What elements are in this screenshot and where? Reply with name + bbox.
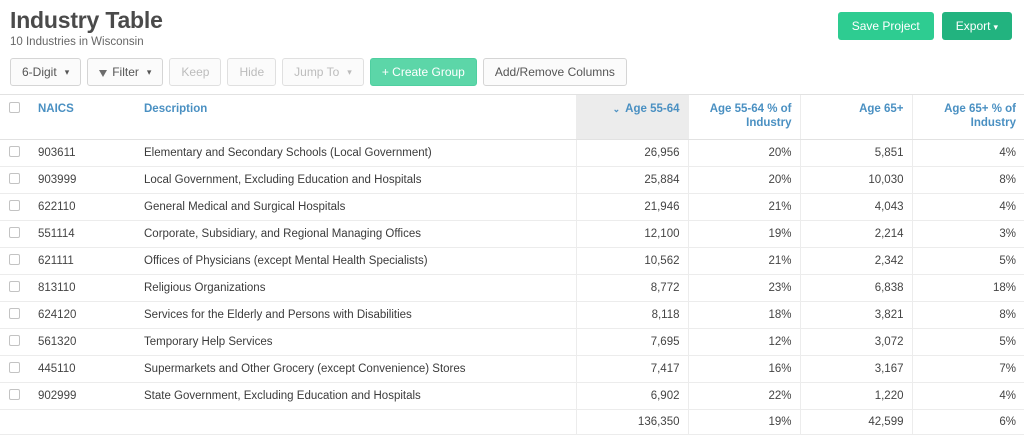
cell-age-55-64-pct: 23%: [688, 274, 800, 301]
cell-naics: 621111: [28, 247, 136, 274]
export-label: Export: [955, 19, 991, 33]
cell-age-55-64: 7,417: [576, 355, 688, 382]
table-header: [0, 95, 1024, 140]
cell-description: Temporary Help Services: [136, 328, 576, 355]
row-select-cell: [0, 220, 28, 247]
row-select-checkbox[interactable]: [9, 362, 20, 373]
save-project-button[interactable]: [838, 12, 934, 40]
cell-age-65-plus-pct: 7%: [912, 355, 1024, 382]
header-actions: [838, 8, 1012, 40]
cell-age-55-64: 25,884: [576, 166, 688, 193]
row-select-checkbox[interactable]: [9, 335, 20, 346]
table-row[interactable]: [0, 193, 1024, 220]
table-row[interactable]: [0, 301, 1024, 328]
row-select-checkbox[interactable]: [9, 281, 20, 292]
table-row[interactable]: [0, 382, 1024, 409]
chevron-down-icon: ▾: [146, 66, 152, 77]
cell-age-65-plus-pct: 5%: [912, 328, 1024, 355]
column-header-age-65-plus-pct[interactable]: Age 65+ % of Industry: [912, 95, 1024, 140]
cell-age-55-64-pct: 20%: [688, 139, 800, 166]
cell-age-65-plus-pct: 4%: [912, 382, 1024, 409]
create-group-button[interactable]: [370, 58, 477, 86]
cell-age-55-64-pct: 16%: [688, 355, 800, 382]
cell-age-55-64: 8,118: [576, 301, 688, 328]
title-block: [10, 8, 163, 49]
chevron-down-icon: ▾: [64, 66, 70, 77]
totals-naics-cell: [28, 409, 136, 434]
cell-age-65-plus: 4,043: [800, 193, 912, 220]
cell-naics: 903999: [28, 166, 136, 193]
cell-age-65-plus-pct: 4%: [912, 139, 1024, 166]
table-row[interactable]: [0, 247, 1024, 274]
digit-level-dropdown[interactable]: [10, 58, 81, 86]
cell-naics: 622110: [28, 193, 136, 220]
row-select-cell: [0, 355, 28, 382]
row-select-cell: [0, 274, 28, 301]
cell-age-55-64: 6,902: [576, 382, 688, 409]
cell-age-65-plus: 3,072: [800, 328, 912, 355]
cell-age-55-64: 12,100: [576, 220, 688, 247]
toolbar: [0, 52, 1024, 94]
cell-description: State Government, Excluding Education and Hospitals: [136, 382, 576, 409]
data-table: [0, 94, 1024, 435]
filter-button[interactable]: [87, 58, 163, 86]
cell-age-65-plus: 3,821: [800, 301, 912, 328]
keep-label: Keep: [181, 65, 210, 79]
cell-age-65-plus-pct: 3%: [912, 220, 1024, 247]
totals-description-cell: [136, 409, 576, 434]
chevron-down-icon: ▾: [347, 66, 352, 77]
cell-description: Corporate, Subsidiary, and Regional Managing Offices: [136, 220, 576, 247]
row-select-checkbox[interactable]: [9, 200, 20, 211]
add-remove-columns-label: Add/Remove Columns: [494, 65, 615, 79]
table-footer: [0, 409, 1024, 434]
table-row[interactable]: [0, 220, 1024, 247]
jump-to-label: Jump To: [294, 65, 340, 79]
row-select-checkbox[interactable]: [9, 146, 20, 157]
cell-age-55-64-pct: 21%: [688, 247, 800, 274]
create-group-label: + Create Group: [381, 65, 465, 79]
cell-age-65-plus-pct: 4%: [912, 193, 1024, 220]
cell-age-65-plus-pct: 8%: [912, 166, 1024, 193]
totals-age-55-64: 136,350: [576, 409, 688, 434]
table-body: [0, 139, 1024, 409]
table-row[interactable]: [0, 139, 1024, 166]
cell-age-55-64-pct: 22%: [688, 382, 800, 409]
totals-age-55-64-pct: 19%: [688, 409, 800, 434]
column-header-naics[interactable]: NAICS: [28, 95, 136, 140]
hide-label: Hide: [239, 65, 265, 79]
row-select-checkbox[interactable]: [9, 389, 20, 400]
cell-description: Offices of Physicians (except Mental Health Specialists): [136, 247, 576, 274]
row-select-cell: [0, 247, 28, 274]
cell-naics: 445110: [28, 355, 136, 382]
column-header-age-65-plus[interactable]: Age 65+: [800, 95, 912, 140]
table-row[interactable]: [0, 355, 1024, 382]
totals-age-65-plus-pct: 6%: [912, 409, 1024, 434]
filter-icon: [99, 70, 107, 77]
cell-age-65-plus: 2,342: [800, 247, 912, 274]
column-header-age-55-64-pct[interactable]: Age 55-64 % of Industry: [688, 95, 800, 140]
hide-button[interactable]: [227, 58, 276, 86]
cell-age-55-64: 8,772: [576, 274, 688, 301]
row-select-checkbox[interactable]: [9, 227, 20, 238]
cell-age-65-plus: 6,838: [800, 274, 912, 301]
header-row: [0, 95, 1024, 140]
cell-naics: 561320: [28, 328, 136, 355]
jump-to-dropdown[interactable]: [282, 58, 364, 86]
row-select-cell: [0, 193, 28, 220]
table-row[interactable]: [0, 166, 1024, 193]
cell-naics: 903611: [28, 139, 136, 166]
cell-age-65-plus: 10,030: [800, 166, 912, 193]
cell-age-55-64: 26,956: [576, 139, 688, 166]
totals-checkbox-cell: [0, 409, 28, 434]
industry-table: [0, 94, 1024, 435]
row-select-checkbox[interactable]: [9, 308, 20, 319]
cell-age-55-64: 7,695: [576, 328, 688, 355]
column-header-age-55-64[interactable]: [576, 95, 688, 140]
column-header-age-55-64-label: Age 55-64: [625, 103, 680, 115]
filter-label: Filter: [112, 65, 139, 79]
table-row[interactable]: [0, 328, 1024, 355]
keep-button[interactable]: [169, 58, 221, 86]
cell-age-65-plus: 3,167: [800, 355, 912, 382]
column-header-description[interactable]: Description: [136, 95, 576, 140]
cell-description: Supermarkets and Other Grocery (except Convenience) Stores: [136, 355, 576, 382]
cell-description: Religious Organizations: [136, 274, 576, 301]
export-button[interactable]: [942, 12, 1012, 40]
row-select-cell: [0, 139, 28, 166]
select-all-checkbox[interactable]: [9, 102, 20, 113]
row-select-cell: [0, 301, 28, 328]
table-row[interactable]: [0, 274, 1024, 301]
cell-age-55-64-pct: 19%: [688, 220, 800, 247]
cell-age-55-64-pct: 20%: [688, 166, 800, 193]
chevron-down-icon: ▾: [993, 22, 998, 32]
cell-description: General Medical and Surgical Hospitals: [136, 193, 576, 220]
cell-age-55-64: 21,946: [576, 193, 688, 220]
save-project-label: Save Project: [851, 19, 920, 33]
page-subtitle: 10 Industries in Wisconsin: [10, 36, 144, 49]
cell-age-65-plus: 5,851: [800, 139, 912, 166]
digit-level-label: 6-Digit: [22, 65, 57, 79]
cell-naics: 624120: [28, 301, 136, 328]
cell-naics: 902999: [28, 382, 136, 409]
cell-age-65-plus-pct: 5%: [912, 247, 1024, 274]
cell-age-55-64-pct: 18%: [688, 301, 800, 328]
cell-description: Local Government, Excluding Education and Hospitals: [136, 166, 576, 193]
sort-descending-icon: ⌄: [612, 104, 621, 114]
cell-age-65-plus-pct: 18%: [912, 274, 1024, 301]
cell-description: Services for the Elderly and Persons with Disabilities: [136, 301, 576, 328]
row-select-cell: [0, 166, 28, 193]
cell-age-65-plus: 2,214: [800, 220, 912, 247]
page-title: Industry Table: [10, 7, 163, 33]
totals-age-65-plus: 42,599: [800, 409, 912, 434]
add-remove-columns-button[interactable]: [483, 58, 627, 86]
totals-row: [0, 409, 1024, 434]
page-header: [0, 0, 1024, 52]
cell-age-55-64-pct: 21%: [688, 193, 800, 220]
row-select-cell: [0, 382, 28, 409]
row-select-cell: [0, 328, 28, 355]
row-select-checkbox[interactable]: [9, 173, 20, 184]
select-all-header: [0, 95, 28, 140]
cell-age-65-plus: 1,220: [800, 382, 912, 409]
cell-description: Elementary and Secondary Schools (Local Government): [136, 139, 576, 166]
cell-age-55-64-pct: 12%: [688, 328, 800, 355]
cell-naics: 551114: [28, 220, 136, 247]
cell-age-55-64: 10,562: [576, 247, 688, 274]
cell-age-65-plus-pct: 8%: [912, 301, 1024, 328]
row-select-checkbox[interactable]: [9, 254, 20, 265]
cell-naics: 813110: [28, 274, 136, 301]
